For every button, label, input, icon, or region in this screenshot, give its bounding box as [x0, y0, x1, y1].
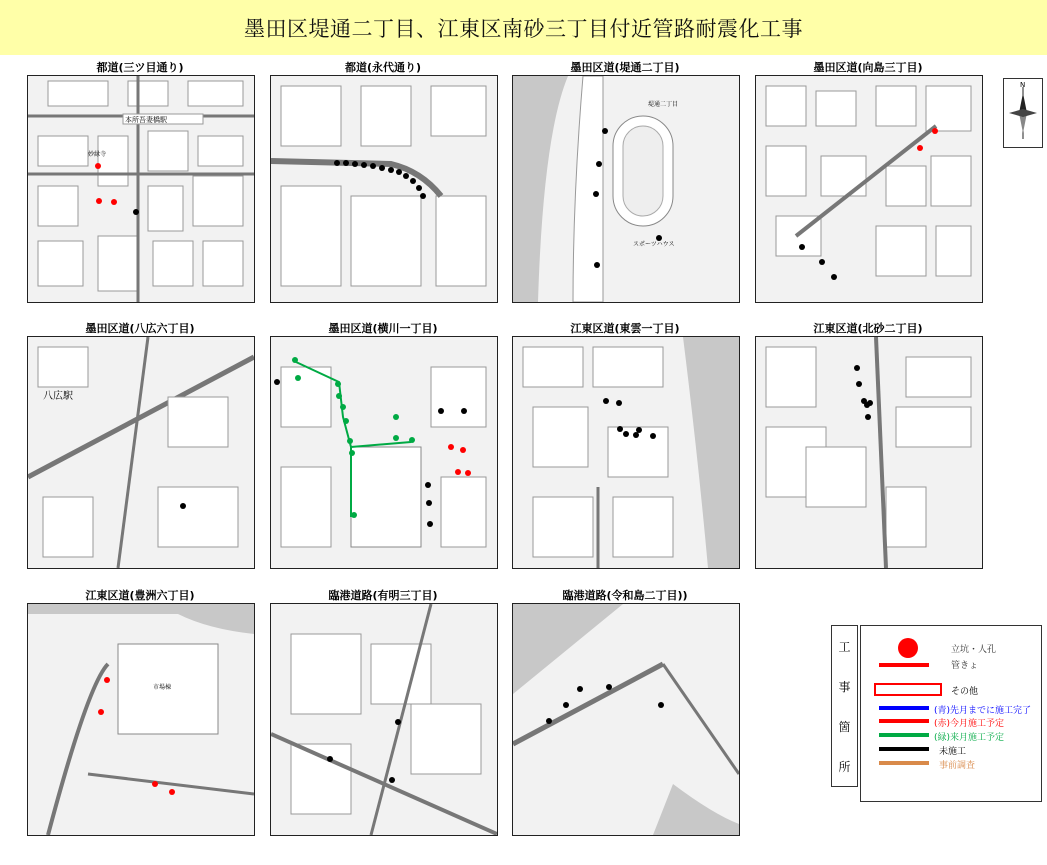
panel-title-2: 都道(永代通り)	[344, 61, 422, 74]
map-1	[28, 76, 254, 302]
map-panel-11[interactable]	[512, 603, 740, 836]
marker-this-month	[111, 199, 117, 205]
map-panel-8[interactable]	[755, 336, 983, 569]
panel-title-10: 臨港道路(有明三丁目)	[328, 589, 438, 602]
map-7	[513, 337, 739, 568]
svg-text:スポーツハウス: スポーツハウス	[633, 241, 675, 248]
svg-text:妙縁寺: 妙縁寺	[88, 151, 107, 158]
map-panel-4[interactable]	[755, 75, 983, 303]
station-label: 本所吾妻橋駅	[125, 116, 167, 124]
svg-text:市場棟: 市場棟	[153, 684, 172, 691]
map-9	[28, 604, 254, 835]
map-4	[756, 76, 982, 302]
map-panel-10[interactable]	[270, 603, 498, 836]
panel-title-5: 墨田区道(八広六丁目)	[85, 322, 195, 335]
svg-text:八広駅: 八広駅	[43, 391, 73, 402]
map-11	[513, 604, 739, 835]
map-panel-1[interactable]	[27, 75, 255, 303]
panel-title-6: 墨田区道(横川一丁目)	[328, 322, 438, 335]
marker-not-started	[133, 209, 139, 215]
svg-text:N: N	[1020, 81, 1026, 89]
map-3	[513, 76, 739, 302]
legend: 立坑・人孔 管きょ その他 (青)先月までに施工完了 (赤)今月施工予定 (緑)来月施工予定 未施工 事前調査	[860, 625, 1042, 802]
north-arrow-icon	[1003, 78, 1043, 148]
panel-title-9: 江東区道(豊洲六丁目)	[85, 589, 195, 602]
map-8	[756, 337, 982, 568]
map-2	[271, 76, 497, 302]
panel-title-11: 臨港道路(令和島二丁目))	[562, 589, 688, 602]
page-header	[0, 0, 1047, 55]
svg-text:堤通二丁目: 堤通二丁目	[648, 101, 679, 108]
panel-title-8: 江東区道(北砂二丁目)	[813, 322, 923, 335]
map-5	[28, 337, 254, 568]
panel-title-3: 墨田区道(堤通二丁目)	[570, 61, 680, 74]
marker-this-month	[96, 198, 102, 204]
map-10	[271, 604, 497, 835]
panel-title-4: 墨田区道(向島三丁目)	[813, 61, 923, 74]
map-panel-9[interactable]	[27, 603, 255, 836]
legend-side-label: 工 事 箇 所	[831, 625, 858, 787]
map-panel-6[interactable]	[270, 336, 498, 569]
panel-title-7: 江東区道(東雲一丁目)	[570, 322, 680, 335]
map-6	[271, 337, 497, 568]
map-panel-7[interactable]	[512, 336, 740, 569]
marker-this-month	[95, 163, 101, 169]
map-panel-2[interactable]	[270, 75, 498, 303]
marker-not-started	[180, 503, 186, 509]
map-panel-5[interactable]	[27, 336, 255, 569]
map-panel-3[interactable]	[512, 75, 740, 303]
page-title: 墨田区堤通二丁目、江東区南砂三丁目付近管路耐震化工事	[244, 16, 803, 41]
panel-title-1: 都道(三ツ目通り)	[96, 61, 184, 74]
